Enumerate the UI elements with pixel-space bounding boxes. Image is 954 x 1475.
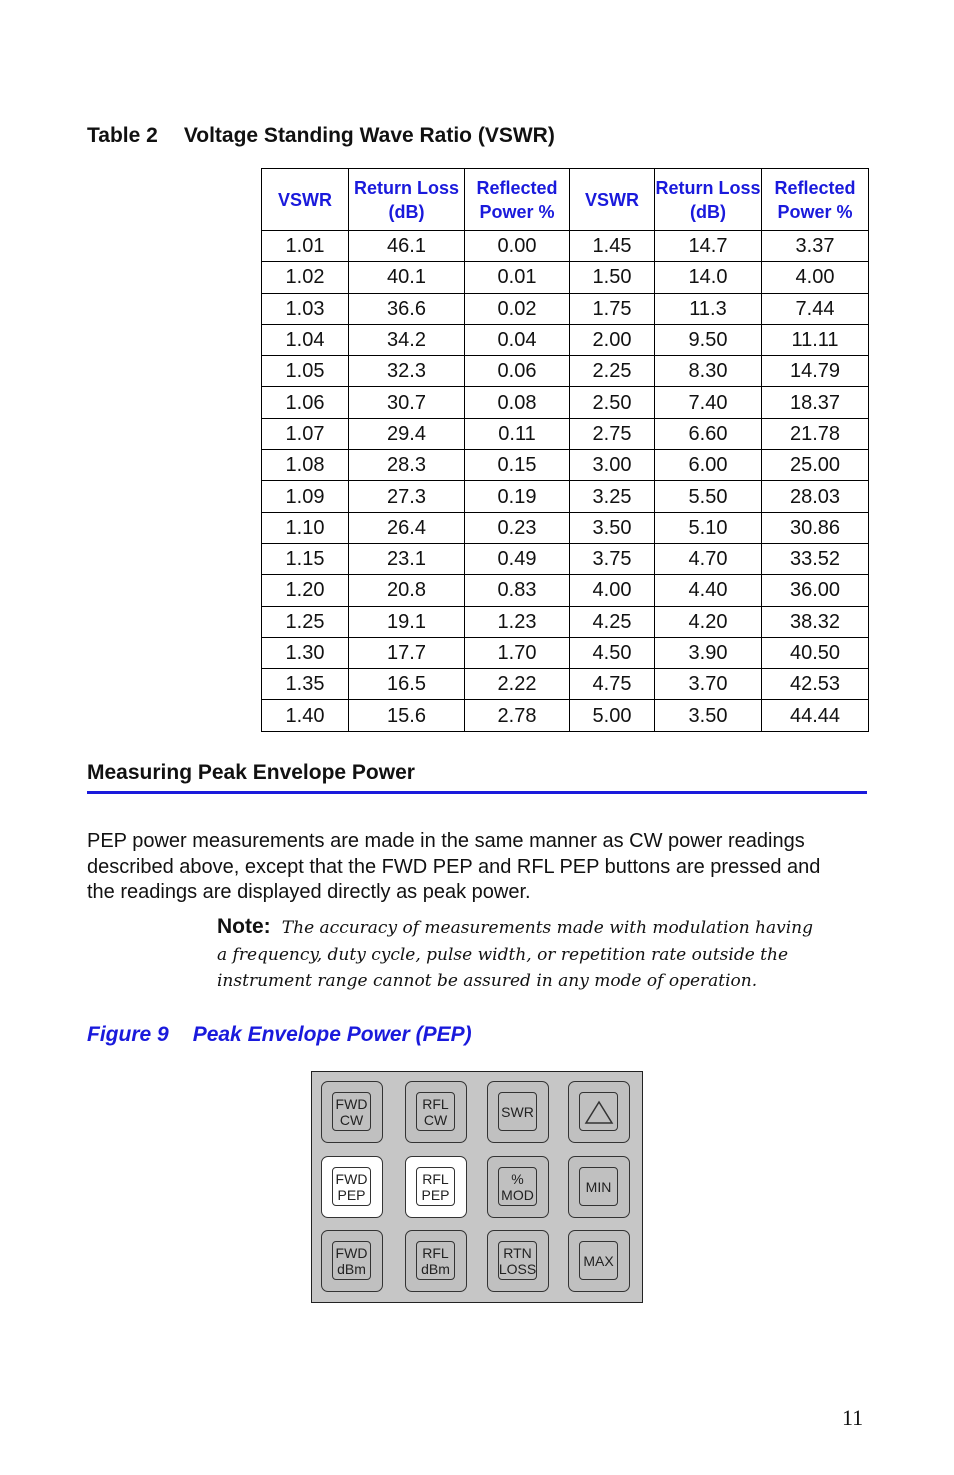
table-row <box>262 418 869 449</box>
table-cell: 23.1 <box>349 543 465 574</box>
table-cell: 7.44 <box>762 293 869 324</box>
key-pct-mod <box>487 1156 549 1218</box>
key-rfl-dbm <box>405 1230 467 1292</box>
key-up <box>568 1081 630 1143</box>
key-face <box>498 1241 537 1280</box>
table-cell: 14.79 <box>762 356 869 387</box>
table-cell: 0.15 <box>465 450 570 481</box>
key-face <box>579 1241 618 1280</box>
table-row <box>262 293 869 324</box>
key-label: RTN <box>503 1244 532 1261</box>
table-cell: 0.04 <box>465 324 570 355</box>
table-cell: 1.15 <box>262 543 349 574</box>
table-cell: 6.00 <box>655 450 762 481</box>
table-cell: 27.3 <box>349 481 465 512</box>
key-label: CW <box>339 1111 364 1128</box>
table-cell: 4.00 <box>762 262 869 293</box>
table-cell: 29.4 <box>349 418 465 449</box>
table-cell: 30.7 <box>349 387 465 418</box>
table-cell: 4.20 <box>655 606 762 637</box>
body-line: described above, except that the FWD PEP and RFL PEP buttons are pressed and <box>87 855 821 878</box>
table-cell: 44.44 <box>762 700 869 731</box>
table-cell: 1.50 <box>570 262 655 293</box>
table-row <box>262 231 869 262</box>
table-cell: 11.3 <box>655 293 762 324</box>
key-label: PEP <box>337 1186 366 1203</box>
note-line: a frequency, duty cycle, pulse width, or repetition rate outside the <box>217 944 789 965</box>
key-label: RFL <box>422 1095 449 1112</box>
key-min <box>568 1156 630 1218</box>
table-cell: 25.00 <box>762 450 869 481</box>
section-heading: Measuring Peak Envelope Power <box>87 761 415 784</box>
table-row <box>262 450 869 481</box>
vswr-table <box>261 168 869 732</box>
table-cell: 3.50 <box>570 512 655 543</box>
table-cell: 19.1 <box>349 606 465 637</box>
key-label: dBm <box>337 1260 366 1277</box>
table-cell: 1.06 <box>262 387 349 418</box>
table-cell: 28.03 <box>762 481 869 512</box>
table-cell: 1.75 <box>570 293 655 324</box>
table-cell: 36.6 <box>349 293 465 324</box>
key-fwd-dbm <box>321 1230 383 1292</box>
key-label: MIN <box>585 1178 612 1195</box>
key-face <box>416 1167 455 1206</box>
table-cell: 0.23 <box>465 512 570 543</box>
key-label: FWD <box>335 1095 368 1112</box>
table-cell: 20.8 <box>349 575 465 606</box>
table-row <box>262 387 869 418</box>
body-line: the readings are displayed directly as peak power. <box>87 881 531 903</box>
table-cell: 0.01 <box>465 262 570 293</box>
section-divider <box>87 791 867 794</box>
note-line: The accuracy of measurements made with modulation having <box>281 918 814 938</box>
table-cell: 0.02 <box>465 293 570 324</box>
table-cell: 1.40 <box>262 700 349 731</box>
table-row <box>262 606 869 637</box>
table-cell: 14.0 <box>655 262 762 293</box>
key-label: FWD <box>335 1244 368 1261</box>
table-cell: 5.50 <box>655 481 762 512</box>
key-label: PEP <box>421 1186 450 1203</box>
table-cell: 3.50 <box>655 700 762 731</box>
table-cell: 9.50 <box>655 324 762 355</box>
key-face <box>579 1092 618 1131</box>
table-cell: 4.40 <box>655 575 762 606</box>
table-cell: 16.5 <box>349 669 465 700</box>
table-cell: 21.78 <box>762 418 869 449</box>
table-cell: 11.11 <box>762 324 869 355</box>
table-cell: 1.10 <box>262 512 349 543</box>
key-face <box>579 1167 618 1206</box>
table-cell: 3.37 <box>762 231 869 262</box>
key-face <box>332 1241 371 1280</box>
table-cell: 4.50 <box>570 637 655 668</box>
table-cell: 3.00 <box>570 450 655 481</box>
key-face <box>498 1092 537 1131</box>
table-cell: 33.52 <box>762 543 869 574</box>
table-cell: 0.19 <box>465 481 570 512</box>
table-row <box>262 356 869 387</box>
table-cell: 1.70 <box>465 637 570 668</box>
note-block <box>217 914 877 995</box>
table-cell: 1.20 <box>262 575 349 606</box>
table-cell: 2.75 <box>570 418 655 449</box>
keypad-illustration <box>311 1071 643 1303</box>
table-cell: 1.25 <box>262 606 349 637</box>
key-face <box>416 1092 455 1131</box>
table-row <box>262 637 869 668</box>
table-cell: 4.00 <box>570 575 655 606</box>
table-cell: 0.49 <box>465 543 570 574</box>
table-cell: 6.60 <box>655 418 762 449</box>
table-cell: 28.3 <box>349 450 465 481</box>
key-label: LOSS <box>498 1260 537 1277</box>
key-max <box>568 1230 630 1292</box>
table-cell: 1.08 <box>262 450 349 481</box>
table-cell: 1.09 <box>262 481 349 512</box>
table-cell: 2.22 <box>465 669 570 700</box>
key-label: RFL <box>422 1170 449 1187</box>
table-cell: 8.30 <box>655 356 762 387</box>
table-cell: 4.70 <box>655 543 762 574</box>
header-return-loss: Return Loss (dB) <box>655 169 762 231</box>
table-cell: 2.50 <box>570 387 655 418</box>
table-cell: 3.90 <box>655 637 762 668</box>
figure-caption-title: Peak Envelope Power (PEP) <box>192 1023 472 1046</box>
table-cell: 1.07 <box>262 418 349 449</box>
table-row <box>262 543 869 574</box>
table-cell: 0.11 <box>465 418 570 449</box>
table-cell: 1.30 <box>262 637 349 668</box>
key-face <box>498 1167 537 1206</box>
key-rfl-cw <box>405 1081 467 1143</box>
key-label: % <box>511 1170 524 1187</box>
table-caption <box>87 124 555 148</box>
key-label: MOD <box>501 1186 534 1203</box>
table-cell: 34.2 <box>349 324 465 355</box>
header-reflected-power: Reflected Power % <box>465 169 570 231</box>
table-cell: 3.70 <box>655 669 762 700</box>
table-row <box>262 324 869 355</box>
table-cell: 38.32 <box>762 606 869 637</box>
key-label: CW <box>423 1111 448 1128</box>
key-face <box>332 1167 371 1206</box>
table-cell: 14.7 <box>655 231 762 262</box>
key-swr <box>487 1081 549 1143</box>
table-cell: 5.10 <box>655 512 762 543</box>
triangle-up-icon <box>584 1099 614 1125</box>
table-cell: 30.86 <box>762 512 869 543</box>
table-cell: 4.75 <box>570 669 655 700</box>
table-cell: 0.08 <box>465 387 570 418</box>
table-cell: 2.78 <box>465 700 570 731</box>
body-paragraph <box>87 829 877 906</box>
table-row <box>262 669 869 700</box>
key-label: FWD <box>335 1170 368 1187</box>
header-reflected-power: Reflected Power % <box>762 169 869 231</box>
key-label: SWR <box>501 1103 534 1120</box>
table-cell: 0.00 <box>465 231 570 262</box>
table-cell: 1.04 <box>262 324 349 355</box>
table-cell: 1.01 <box>262 231 349 262</box>
table-cell: 18.37 <box>762 387 869 418</box>
table-cell: 40.1 <box>349 262 465 293</box>
figure-caption-number: Figure 9 <box>87 1023 169 1046</box>
table-row <box>262 512 869 543</box>
table-cell: 2.25 <box>570 356 655 387</box>
body-line: PEP power measurements are made in the same manner as CW power readings <box>87 830 805 852</box>
table-caption-title: Voltage Standing Wave Ratio (VSWR) <box>183 124 555 147</box>
key-label: RFL <box>422 1244 449 1261</box>
note-line: instrument range cannot be assured in any mode of operation. <box>217 971 758 991</box>
figure-caption <box>87 1023 472 1047</box>
table-cell: 36.00 <box>762 575 869 606</box>
key-fwd-pep <box>321 1156 383 1218</box>
table-cell: 42.53 <box>762 669 869 700</box>
table-cell: 0.83 <box>465 575 570 606</box>
table-header-row <box>262 169 869 231</box>
table-body <box>262 231 869 732</box>
table-cell: 1.23 <box>465 606 570 637</box>
table-cell: 32.3 <box>349 356 465 387</box>
header-return-loss: Return Loss (dB) <box>349 169 465 231</box>
key-label: dBm <box>421 1260 450 1277</box>
table-cell: 3.25 <box>570 481 655 512</box>
key-fwd-cw <box>321 1081 383 1143</box>
header-vswr: VSWR <box>570 169 655 231</box>
table-cell: 2.00 <box>570 324 655 355</box>
key-rfl-pep <box>405 1156 467 1218</box>
key-face <box>416 1241 455 1280</box>
table-row <box>262 700 869 731</box>
key-rtn-loss <box>487 1230 549 1292</box>
table-cell: 1.45 <box>570 231 655 262</box>
table-cell: 26.4 <box>349 512 465 543</box>
key-label: MAX <box>583 1252 614 1269</box>
table-cell: 17.7 <box>349 637 465 668</box>
table-cell: 1.03 <box>262 293 349 324</box>
table-caption-number: Table 2 <box>87 124 158 147</box>
table-cell: 40.50 <box>762 637 869 668</box>
table-cell: 1.05 <box>262 356 349 387</box>
table-cell: 4.25 <box>570 606 655 637</box>
page-number: 11 <box>842 1405 864 1430</box>
table-row <box>262 575 869 606</box>
table-cell: 1.02 <box>262 262 349 293</box>
table-cell: 7.40 <box>655 387 762 418</box>
table-row <box>262 481 869 512</box>
header-vswr: VSWR <box>262 169 349 231</box>
table-row <box>262 262 869 293</box>
note-label: Note: <box>217 915 271 938</box>
table-cell: 15.6 <box>349 700 465 731</box>
table-cell: 5.00 <box>570 700 655 731</box>
table-cell: 46.1 <box>349 231 465 262</box>
table-cell: 3.75 <box>570 543 655 574</box>
table-cell: 0.06 <box>465 356 570 387</box>
table-cell: 1.35 <box>262 669 349 700</box>
key-face <box>332 1092 371 1131</box>
